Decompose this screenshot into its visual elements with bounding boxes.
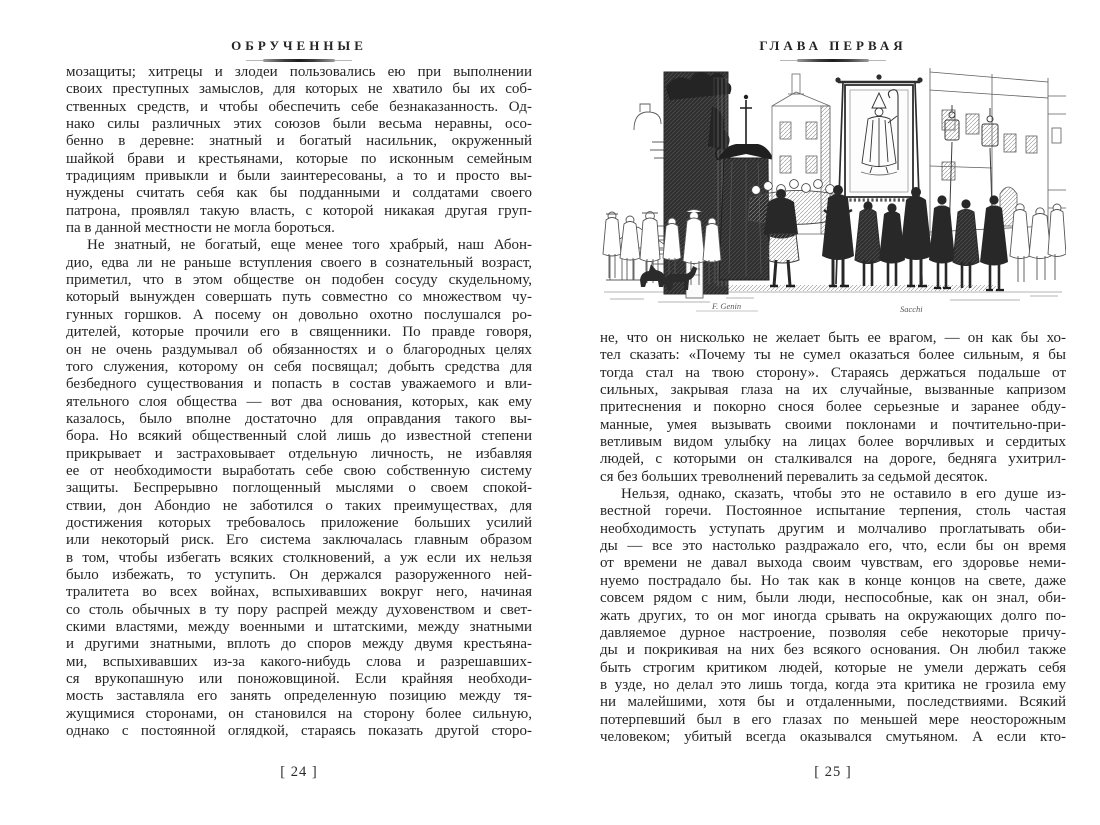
text-line: или некоторый риск. Его система заключалась главным образом xyxy=(66,532,532,549)
running-head-left xyxy=(66,38,532,63)
text-line: защиты. Беспрерывно поглощенный мыслями о своем спокой- xyxy=(66,480,532,497)
text-line: шайкой брави и крестьянами, которые по исконным семейным xyxy=(66,150,532,167)
text-line: тралитета во всех войнах, вспыхивавших вокруг него, начиная xyxy=(66,584,532,601)
text-line: казалось, было вполне достаточно для оправдания такого вы- xyxy=(66,410,532,427)
header-rule xyxy=(780,59,886,63)
text-line: было избежать, то уступить. Он держался разоруженного ней- xyxy=(66,566,532,583)
text-line: ми, вспыхивавших из-за какого-нибудь слова и разрешавших- xyxy=(66,653,532,670)
text-line: нуемо пострадало бы. Но так как в конце концов на свете, даже xyxy=(600,572,1066,589)
text-line: притеснения и покорно снося более серьезные и заранее обду- xyxy=(600,399,1066,416)
running-head-title: ГЛАВА ПЕРВАЯ xyxy=(759,38,907,53)
text-line: дио, едва ли не раньше вступления своего в сознательный возраст, xyxy=(66,254,532,271)
page-number-left: [ 24 ] xyxy=(280,764,318,780)
text-line: сильных, закрывая глаза на их случайные, вызванные капризом xyxy=(600,382,1066,399)
text-line: мость заставляла его занять определенную позицию между тя- xyxy=(66,688,532,705)
text-line: ятельного слоя общества — вот два основания, которых, как ему xyxy=(66,393,532,410)
text-line: гунных горшков. А посему он довольно охотно послушался ро- xyxy=(66,306,532,323)
text-line: традициям привыкли и были заинтересованы, а то и просто вы- xyxy=(66,168,532,185)
running-head-title: ОБРУЧЕННЫЕ xyxy=(231,38,367,53)
text-line: в том, чтобы избегать всяких столкновений, а уж если их нельзя xyxy=(66,549,532,566)
text-line: скими властями, между военными и штатскими, между знатными xyxy=(66,619,532,635)
text-line: Нельзя, однако, сказать, чтобы это не оставило в его душе из- xyxy=(621,486,1066,503)
text-line: своих преступных замыслов, для которых не хватило бы их соб- xyxy=(66,81,532,98)
text-line: бенно в деревне: знатный и богатый насильник, окруженный xyxy=(66,133,532,150)
text-line: па в данной местности не могла бороться. xyxy=(66,220,335,237)
text-line: не, что он нисколько не желает быть ее врагом, — он как бы хо- xyxy=(600,330,1066,346)
left-page-text xyxy=(66,64,532,740)
text-line: тогда стал на твою сторону». Стараясь держаться подальше от xyxy=(600,364,1066,381)
text-line: патрона, проявлял такую власть, с которой никакая другая груп- xyxy=(66,202,532,219)
text-line: приметил, что в этом обществе он подобен сосуду скудельному, xyxy=(66,272,532,289)
text-line: мозащиты; хитрецы и злодеи пользовались ею при выполнении xyxy=(66,64,532,80)
text-line: безбедного существования и попасть в состав уважаемого и вли- xyxy=(66,376,532,393)
figure-pole-bearer-right xyxy=(900,187,932,286)
header-rule xyxy=(246,59,352,63)
text-line: от времени не давал выхода своим чувствам, его здоровье неми- xyxy=(600,555,1066,572)
text-line: человеком; убитый всегда оказывался смутьяном. А если кто- xyxy=(600,728,1066,745)
text-line: бора. Но всякий общественный слой лишь до известной степени xyxy=(66,428,532,445)
signature-left: F. Genin xyxy=(712,301,742,311)
text-line: потерпевший был в его глазах по меньшей мере неосторожным xyxy=(600,711,1066,728)
page-left xyxy=(66,0,532,825)
engraver-signatures xyxy=(696,301,923,314)
signature-right: Sacchi xyxy=(900,304,923,314)
text-line: ды — все это настолько раздражало его, что, если бы он время xyxy=(600,538,1066,555)
figures-under-banner xyxy=(855,201,905,286)
text-line: тел сказать: «Почему ты не сумел оказаться более сильным, я бы xyxy=(600,347,1066,364)
text-line: достижения которых требовалось приложение больших усилий xyxy=(66,514,532,531)
running-head-right xyxy=(600,38,1066,63)
page-number-right: [ 25 ] xyxy=(814,764,852,780)
text-line: который вынужден совершать путь совместно со множеством чу- xyxy=(66,289,532,306)
text-line: ствии, дон Абондио не заботился о таких преимуществах, для xyxy=(66,497,532,514)
text-line: Не знатный, не богатый, еще менее того храбрый, наш Абон- xyxy=(87,237,532,254)
figures-far-right xyxy=(1010,204,1066,282)
text-line: необходимость уступать другим и молчаливо проглатывать оби- xyxy=(600,520,1066,537)
text-line: манные, умея вызывать своими поклонами и почтительно-при- xyxy=(600,416,1066,433)
text-line: совсем рядом с ним, были люди, неспособные, как он знал, оби- xyxy=(600,590,1066,607)
paragraph xyxy=(66,237,532,740)
text-line: людей, с которыми он сталкивался на дороге, бедняга ухитрил- xyxy=(600,451,1066,468)
text-line: ды и покрикивая на них без всякого основания. Он любил также xyxy=(600,642,1066,659)
text-line: ее от необходимости выработать себе свою собственную систему xyxy=(66,462,532,479)
text-line: однако с постоянной оглядкой, стараясь показать другой сторо- xyxy=(66,723,532,740)
right-page-text xyxy=(600,330,1066,746)
text-line: ственных средств, и чтобы обеспечить себе безнаказанность. Од- xyxy=(66,98,532,115)
text-line: в узде, но делал это лишь тогда, когда эта критика не грозила ему xyxy=(600,676,1066,693)
text-line: и другими знатными, вплоть до споров между двумя крестьяна- xyxy=(66,636,532,653)
page-right xyxy=(600,0,1066,825)
crowd-center-dark xyxy=(764,185,932,286)
crowd-right-clergy xyxy=(929,195,1066,290)
text-line: вестной горечи. Постоянное испытание терпения, столь частая xyxy=(600,503,1066,520)
text-line: жущимися сторонами, он становился на сторону более сильную, xyxy=(66,705,532,722)
text-line: жать других, то он мог иногда срывать на окружающих долго по- xyxy=(600,607,1066,624)
text-line: ся без больших треволнений перевалить за седьмой десяток. xyxy=(600,468,988,485)
text-line: ни малейшими, хотя бы и отдаленными, последствиями. Всякий xyxy=(600,694,1066,711)
paragraph xyxy=(600,330,1066,486)
procession-engraving-svg xyxy=(600,66,1066,322)
text-line: ся врукопашную или поножовщиной. Если крайняя необходи- xyxy=(66,671,532,688)
paragraph xyxy=(600,486,1066,746)
text-line: он не очень раздумывал об обязанностях и о благородных целях xyxy=(66,341,532,358)
text-line: нуждены считать себя как бы подданными и солдатами своего xyxy=(66,185,532,202)
text-line: того служения, которому он себя посвящал; добыть средства для xyxy=(66,358,532,375)
procession-engraving xyxy=(600,66,1066,322)
text-line: ветливым видом улыбку на лицах более ворчливых и сердитых xyxy=(600,434,1066,451)
text-line: со столь обычных в ту пору распрей между духовенством и свет- xyxy=(66,601,532,618)
paragraph xyxy=(66,64,532,237)
text-line: давляемое дурное настроение, позволяя себе некоторые причу- xyxy=(600,624,1066,641)
text-line: прикрывает и застраховывает отдельную личность, не избавляя xyxy=(66,445,532,462)
text-line: дителей, которые прочили его в священники. По правде говоря, xyxy=(66,324,532,341)
text-line: быть строгим критиком людей, которые не умели держать себя xyxy=(600,659,1066,676)
text-line: нако силы различных этих союзов были весьма неравны, осо- xyxy=(66,116,532,133)
